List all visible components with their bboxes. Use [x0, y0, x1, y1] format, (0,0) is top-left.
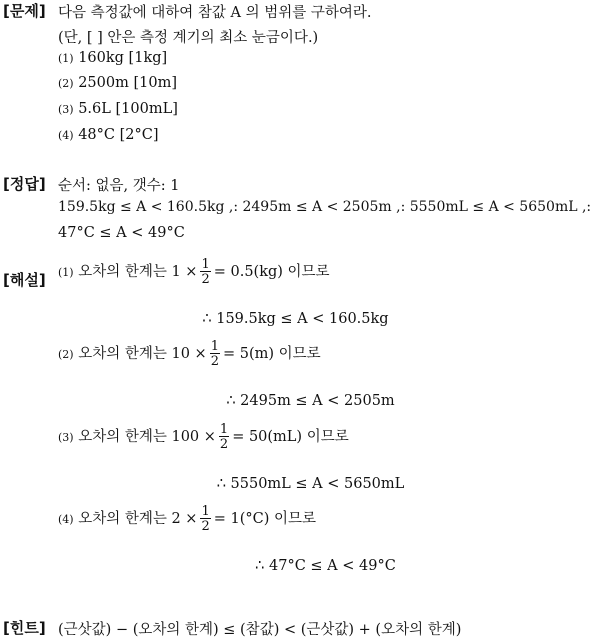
item-text: 160kg [1kg] — [78, 50, 168, 66]
fraction-numerator: 1 — [210, 339, 219, 354]
step-number: (2) — [58, 348, 74, 361]
solution-result-1: ∴ 159.5kg ≤ A < 160.5kg — [202, 311, 389, 327]
problem-item-4 — [58, 127, 159, 143]
step-number: (4) — [58, 513, 74, 526]
solution-step-3 — [58, 423, 349, 451]
answer-meta: 순서: 없음, 갯수: 1 — [58, 178, 180, 194]
problem-item-1 — [58, 50, 167, 66]
solution-result-4: ∴ 47°C ≤ A < 49°C — [255, 558, 396, 574]
fraction-numerator: 1 — [219, 422, 229, 437]
problem-label: [문제] — [3, 2, 46, 20]
fraction — [200, 505, 210, 533]
item-number: (2) — [58, 77, 74, 90]
solution-result-2: ∴ 2495m ≤ A < 2505m — [226, 393, 395, 409]
fraction-numerator: 1 — [201, 257, 210, 272]
step-post: = 50(mL) 이므로 — [232, 429, 349, 445]
step-number: (3) — [58, 431, 74, 444]
fraction-denominator: 2 — [219, 437, 229, 452]
fraction-denominator: 2 — [201, 272, 210, 287]
solution-step-2 — [58, 340, 321, 368]
answer-label: [정답] — [3, 175, 46, 193]
item-number: (1) — [58, 52, 74, 65]
step-pre: 오차의 한계는 10 × — [78, 346, 207, 362]
solution-label: [해설] — [3, 271, 46, 289]
fraction-denominator: 2 — [201, 519, 210, 534]
step-post: = 0.5(kg) 이므로 — [213, 264, 330, 280]
step-pre: 오차의 한계는 2 × — [78, 511, 198, 527]
hint-label: [힌트] — [3, 619, 46, 637]
fraction — [210, 340, 220, 368]
problem-question: 다음 측정값에 대하여 참값 A 의 범위를 구하여라. — [58, 5, 372, 21]
step-pre: 오차의 한계는 100 × — [78, 429, 216, 445]
answer-line-2: 47°C ≤ A < 49°C — [58, 225, 185, 241]
fraction — [219, 423, 229, 451]
item-number: (4) — [58, 129, 74, 142]
answer-line-1: 159.5kg ≤ A < 160.5kg ,: 2495m ≤ A < 2505m ,: 5550mL ≤ A < 5650mL ,: — [58, 199, 591, 215]
fraction-denominator: 2 — [210, 354, 219, 369]
step-post: = 5(m) 이므로 — [222, 346, 321, 362]
item-text: 5.6L [100mL] — [78, 101, 178, 117]
step-pre: 오차의 한계는 1 × — [78, 264, 198, 280]
item-text: 48°C [2°C] — [78, 127, 159, 143]
solution-step-4 — [58, 505, 316, 533]
problem-note: (단, [ ] 안은 측정 계기의 최소 눈금이다.) — [58, 30, 319, 46]
solution-result-3: ∴ 5550mL ≤ A < 5650mL — [216, 476, 405, 492]
step-post: = 1(°C) 이므로 — [213, 511, 317, 527]
item-number: (3) — [58, 103, 74, 116]
problem-item-3 — [58, 101, 178, 117]
problem-item-2 — [58, 75, 177, 91]
step-number: (1) — [58, 266, 74, 279]
solution-step-1 — [58, 258, 330, 286]
hint-text: (근삿값) − (오차의 한계) ≤ (참값) < (근삿값) + (오차의 한계) — [58, 622, 462, 638]
item-text: 2500m [10m] — [78, 75, 177, 91]
fraction-numerator: 1 — [201, 504, 210, 519]
fraction — [200, 258, 210, 286]
